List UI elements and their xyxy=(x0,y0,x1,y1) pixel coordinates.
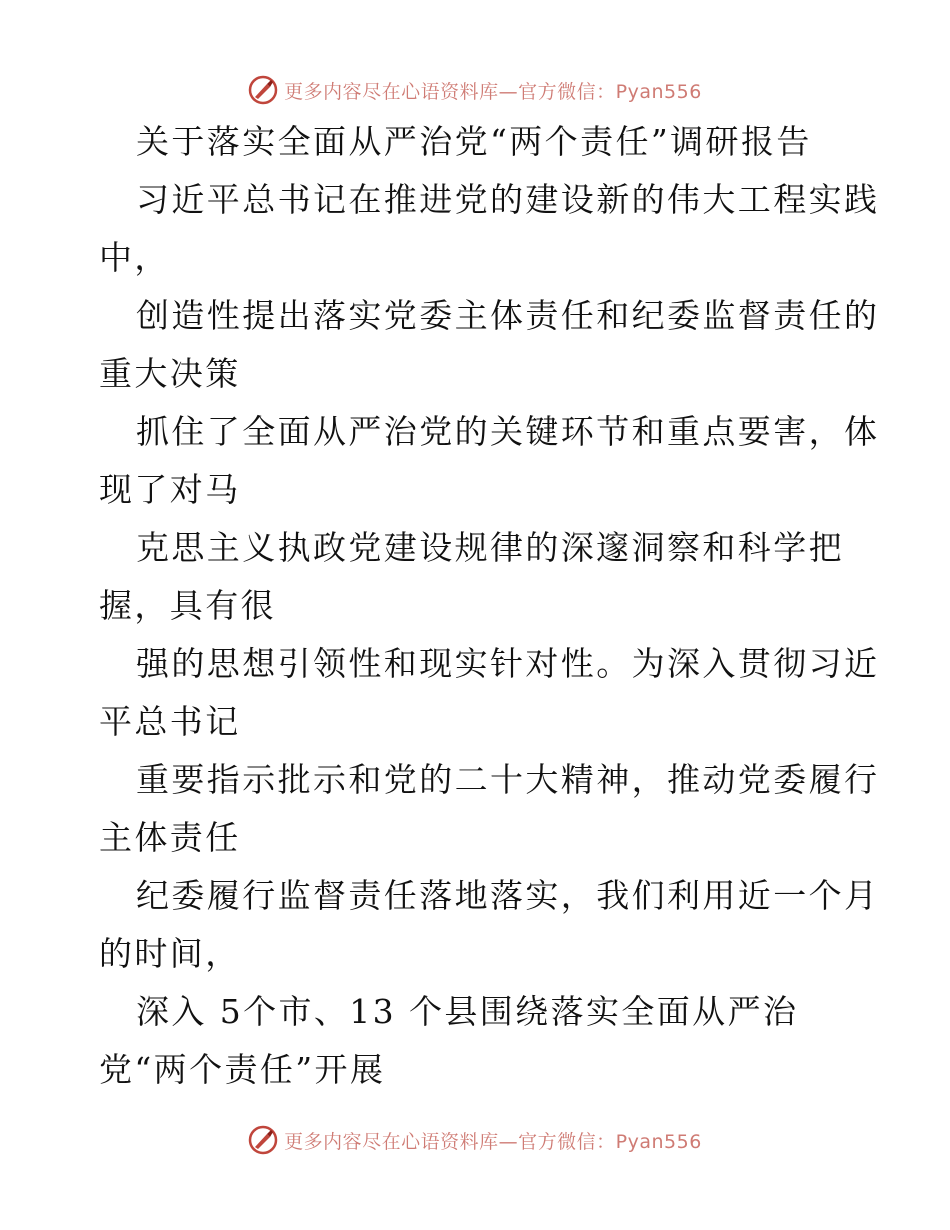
paragraph-line: 重大决策 xyxy=(99,354,241,393)
paragraph-line: 的时间， xyxy=(99,934,241,973)
paragraph-line: 党“两个责任”开展 xyxy=(99,1050,386,1089)
document-title: 关于落实全面从严治党“两个责任”调研报告 xyxy=(136,122,812,161)
paragraph-line: 创造性提出落实党委主体责任和纪委监督责任的 xyxy=(136,296,880,335)
paragraph-line: 现了对马 xyxy=(99,470,241,509)
paragraph-line: 深入 5个市、13 个县围绕落实全面从严治 xyxy=(136,992,799,1031)
paragraph-line: 主体责任 xyxy=(99,818,241,857)
watermark-text: 更多内容尽在心语资料库—官方微信：Pyan556 xyxy=(284,80,702,103)
header-watermark xyxy=(0,70,950,110)
paragraph-line: 抓住了全面从严治党的关键环节和重点要害，体 xyxy=(136,412,880,451)
paragraph-line: 强的思想引领性和现实针对性。为深入贯彻习近 xyxy=(136,644,880,683)
paragraph-line: 习近平总书记在推进党的建设新的伟大工程实践 xyxy=(136,180,880,219)
footer-watermark xyxy=(0,1120,950,1160)
paragraph-line: 握，具有很 xyxy=(99,586,276,625)
pen-logo-icon xyxy=(248,75,278,105)
watermark-text: 更多内容尽在心语资料库—官方微信：Pyan556 xyxy=(284,1130,702,1153)
pen-logo-icon xyxy=(248,1125,278,1155)
paragraph-line: 平总书记 xyxy=(99,702,241,741)
paragraph-line: 重要指示批示和党的二十大精神，推动党委履行 xyxy=(136,760,880,799)
paragraph-line: 克思主义执政党建设规律的深邃洞察和科学把 xyxy=(136,528,844,567)
paragraph-line: 中， xyxy=(99,238,170,277)
paragraph-line: 纪委履行监督责任落地落实，我们利用近一个月 xyxy=(136,876,880,915)
